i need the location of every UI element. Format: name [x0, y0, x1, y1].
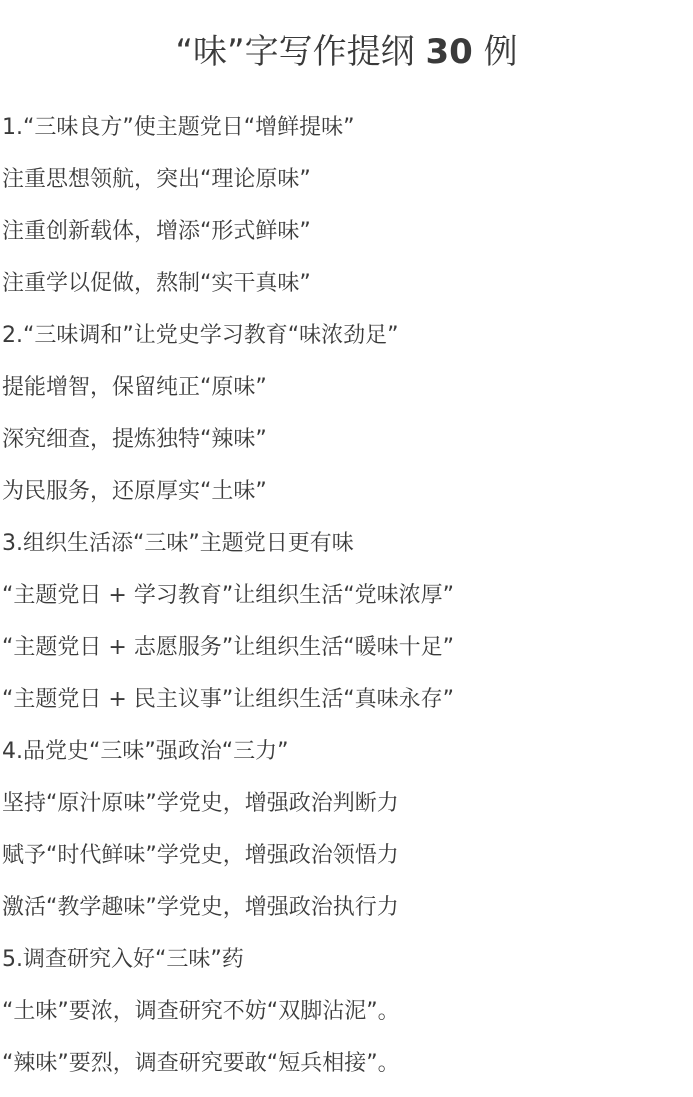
outline-line: 为民服务，还原厚实“土味”: [2, 479, 267, 504]
outline-list: [2, 106, 454, 1094]
title-prefix: “味”字写作提纲: [175, 32, 426, 72]
outline-line: 注重学以促做，熬制“实干真味”: [2, 271, 311, 296]
outline-line: 3.组织生活添“三味”主题党日更有味: [2, 531, 354, 556]
outline-line: “主题党日 + 民主议事”让组织生活“真味永存”: [2, 687, 455, 712]
outline-line: 2.“三味调和”让党史学习教育“味浓劲足”: [2, 323, 399, 348]
outline-line: 提能增智，保留纯正“原味”: [2, 375, 267, 400]
outline-line: “土味”要浓，调查研究不妨“双脚沾泥”。: [2, 999, 400, 1024]
outline-line: 1.“三味良方”使主题党日“增鲜提味”: [2, 115, 355, 140]
outline-line: 激活“教学趣味”学党史，增强政治执行力: [2, 895, 399, 920]
title-number: 30: [425, 32, 473, 72]
outline-line: “主题党日 + 学习教育”让组织生活“党味浓厚”: [2, 583, 455, 608]
outline-line: “辣味”要烈，调查研究要敢“短兵相接”。: [2, 1051, 400, 1076]
outline-line: “主题党日 + 志愿服务”让组织生活“暖味十足”: [2, 635, 455, 660]
title-suffix: 例: [472, 32, 518, 72]
outline-line: 4.品党史“三味”强政治“三力”: [2, 739, 289, 764]
page-title: [0, 28, 693, 76]
outline-line: 坚持“原汁原味”学党史，增强政治判断力: [2, 791, 399, 816]
outline-line: 深究细查，提炼独特“辣味”: [2, 427, 267, 452]
outline-line: 注重创新载体，增添“形式鲜味”: [2, 219, 311, 244]
outline-line: 5.调查研究入好“三味”药: [2, 947, 244, 972]
outline-line: 赋予“时代鲜味”学党史，增强政治领悟力: [2, 843, 399, 868]
outline-line: 注重思想领航，突出“理论原味”: [2, 167, 311, 192]
